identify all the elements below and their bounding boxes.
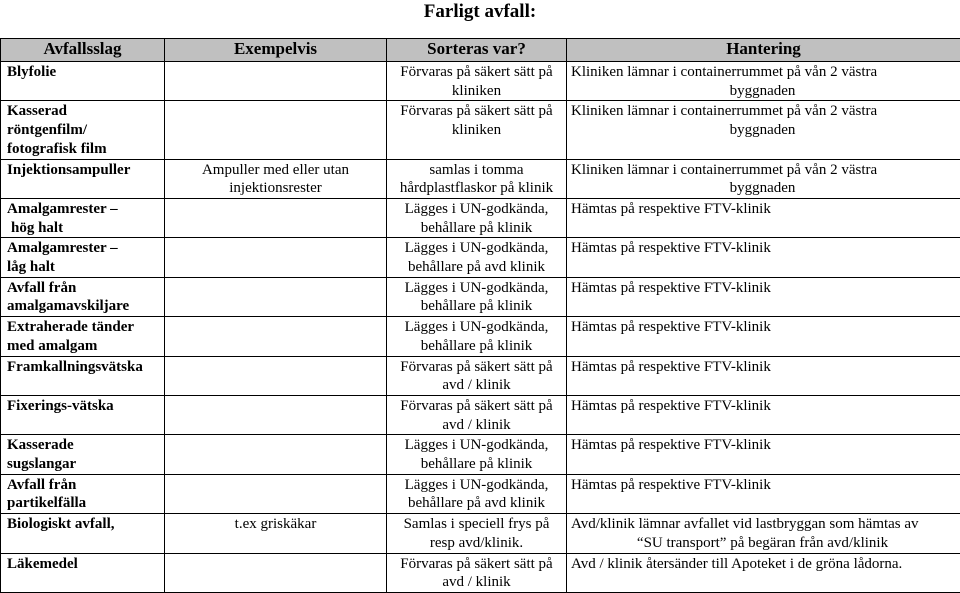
sorting-cell-line: Förvaras på säkert sätt på <box>393 358 560 377</box>
waste-type-cell <box>1 238 165 277</box>
table-body <box>1 62 960 593</box>
table-row <box>1 435 960 474</box>
examples-cell <box>165 317 387 356</box>
handling-cell-line: Hämtas på respektive FTV-klinik <box>571 279 954 298</box>
waste-type-cell <box>1 198 165 237</box>
waste-type-cell-line: hög halt <box>7 219 158 238</box>
sorting-cell-line: behållare på avd klinik <box>393 494 560 513</box>
handling-cell-line: Hämtas på respektive FTV-klinik <box>571 436 954 455</box>
table-row <box>1 514 960 553</box>
sorting-cell-line: Samlas i speciell frys på <box>393 515 560 534</box>
sorting-cell <box>387 474 567 513</box>
waste-type-cell <box>1 62 165 101</box>
waste-type-cell-line: fotografisk film <box>7 140 158 159</box>
examples-cell-line: t.ex griskäkar <box>171 515 380 534</box>
waste-type-cell-line: sugslangar <box>7 455 158 474</box>
sorting-cell-line: Förvaras på säkert sätt på <box>393 63 560 82</box>
sorting-cell-line: kliniken <box>393 82 560 101</box>
sorting-cell-line: avd / klinik <box>393 573 560 592</box>
waste-type-cell-line: Avfall från <box>7 476 158 495</box>
examples-cell <box>165 159 387 198</box>
sorting-cell <box>387 101 567 159</box>
sorting-cell-line: behållare på avd klinik <box>393 258 560 277</box>
handling-cell <box>567 198 960 237</box>
sorting-cell-line: Förvaras på säkert sätt på <box>393 555 560 574</box>
waste-type-cell-line: Amalgamrester – <box>7 239 158 258</box>
waste-type-cell <box>1 159 165 198</box>
sorting-cell-line: samlas i tomma <box>393 161 560 180</box>
waste-type-cell-line: partikelfälla <box>7 494 158 513</box>
waste-type-cell-line: Kasserade <box>7 436 158 455</box>
handling-cell <box>567 553 960 592</box>
sorting-cell-line: Förvaras på säkert sätt på <box>393 102 560 121</box>
header-sorting: Sorteras var? <box>387 39 567 62</box>
table-row <box>1 101 960 159</box>
handling-cell <box>567 474 960 513</box>
examples-cell <box>165 514 387 553</box>
handling-cell <box>567 395 960 434</box>
waste-type-cell-line: Framkallningsvätska <box>7 358 158 377</box>
sorting-cell-line: Lägges i UN-godkända, <box>393 318 560 337</box>
sorting-cell <box>387 277 567 316</box>
table-row <box>1 317 960 356</box>
sorting-cell-line: hårdplastflaskor på klinik <box>393 179 560 198</box>
handling-cell-line: Hämtas på respektive FTV-klinik <box>571 476 954 495</box>
sorting-cell-line: avd / klinik <box>393 416 560 435</box>
table-row <box>1 474 960 513</box>
handling-cell-line: Hämtas på respektive FTV-klinik <box>571 239 954 258</box>
handling-cell-line: Hämtas på respektive FTV-klinik <box>571 318 954 337</box>
handling-cell-line: Kliniken lämnar i containerrummet på vån 2 västra <box>571 63 954 82</box>
handling-cell <box>567 238 960 277</box>
header-examples: Exempelvis <box>165 39 387 62</box>
handling-cell-line: Hämtas på respektive FTV-klinik <box>571 358 954 377</box>
sorting-cell-line: behållare på klinik <box>393 219 560 238</box>
waste-type-cell-line: Fixerings-vätska <box>7 397 158 416</box>
handling-cell <box>567 101 960 159</box>
waste-type-cell-line: Biologiskt avfall, <box>7 515 158 534</box>
handling-cell-line: byggnaden <box>571 82 954 101</box>
waste-type-cell <box>1 435 165 474</box>
handling-cell <box>567 317 960 356</box>
waste-type-cell-line: låg halt <box>7 258 158 277</box>
waste-type-cell-line: Injektionsampuller <box>7 161 158 180</box>
sorting-cell-line: behållare på klinik <box>393 337 560 356</box>
waste-type-cell <box>1 514 165 553</box>
sorting-cell-line: behållare på klinik <box>393 455 560 474</box>
examples-cell <box>165 198 387 237</box>
sorting-cell-line: Lägges i UN-godkända, <box>393 476 560 495</box>
waste-type-cell <box>1 553 165 592</box>
sorting-cell <box>387 317 567 356</box>
waste-type-cell-line: Avfall från <box>7 279 158 298</box>
handling-cell-line: Avd / klinik återsänder till Apoteket i de gröna lådorna. <box>571 555 954 574</box>
examples-cell <box>165 277 387 316</box>
sorting-cell-line: kliniken <box>393 121 560 140</box>
header-type: Avfallsslag <box>1 39 165 62</box>
header-handling: Hantering <box>567 39 960 62</box>
waste-type-cell <box>1 277 165 316</box>
table-row <box>1 553 960 592</box>
examples-cell <box>165 474 387 513</box>
examples-cell <box>165 435 387 474</box>
sorting-cell <box>387 356 567 395</box>
examples-cell <box>165 62 387 101</box>
examples-cell-line: injektionsrester <box>171 179 380 198</box>
waste-type-cell-line: amalgamavskiljare <box>7 297 158 316</box>
waste-type-cell-line: Läkemedel <box>7 555 158 574</box>
sorting-cell <box>387 553 567 592</box>
sorting-cell <box>387 435 567 474</box>
examples-cell <box>165 101 387 159</box>
sorting-cell-line: Lägges i UN-godkända, <box>393 279 560 298</box>
waste-type-cell <box>1 395 165 434</box>
handling-cell <box>567 277 960 316</box>
examples-cell <box>165 356 387 395</box>
table-row <box>1 277 960 316</box>
waste-type-cell-line: Kasserad <box>7 102 158 121</box>
sorting-cell <box>387 395 567 434</box>
waste-type-cell <box>1 356 165 395</box>
handling-cell <box>567 435 960 474</box>
page-title: Farligt avfall: <box>0 0 960 28</box>
header-row <box>1 39 960 62</box>
table-row <box>1 395 960 434</box>
table-row <box>1 238 960 277</box>
handling-cell-line: Kliniken lämnar i containerrummet på vån 2 västra <box>571 102 954 121</box>
waste-type-cell <box>1 317 165 356</box>
table-row <box>1 198 960 237</box>
sorting-cell <box>387 238 567 277</box>
handling-cell-line: Hämtas på respektive FTV-klinik <box>571 397 954 416</box>
waste-type-cell-line: med amalgam <box>7 337 158 356</box>
waste-type-cell <box>1 474 165 513</box>
waste-type-cell-line: Extraherade tänder <box>7 318 158 337</box>
handling-cell <box>567 62 960 101</box>
waste-type-cell-line: Blyfolie <box>7 63 158 82</box>
handling-cell-line: byggnaden <box>571 179 954 198</box>
handling-cell <box>567 159 960 198</box>
waste-type-cell-line: Amalgamrester – <box>7 200 158 219</box>
examples-cell-line: Ampuller med eller utan <box>171 161 380 180</box>
waste-type-cell-line: röntgenfilm/ <box>7 121 158 140</box>
sorting-cell-line: avd / klinik <box>393 376 560 395</box>
handling-cell <box>567 356 960 395</box>
sorting-cell <box>387 159 567 198</box>
handling-cell-line: Kliniken lämnar i containerrummet på vån 2 västra <box>571 161 954 180</box>
examples-cell <box>165 238 387 277</box>
handling-cell-line: Hämtas på respektive FTV-klinik <box>571 200 954 219</box>
sorting-cell-line: behållare på klinik <box>393 297 560 316</box>
waste-table <box>0 38 960 593</box>
sorting-cell-line: Förvaras på säkert sätt på <box>393 397 560 416</box>
handling-cell-line: byggnaden <box>571 121 954 140</box>
examples-cell <box>165 553 387 592</box>
table-row <box>1 62 960 101</box>
table-row <box>1 356 960 395</box>
table-row <box>1 159 960 198</box>
handling-cell-line: “SU transport” på begäran från avd/klinik <box>571 534 954 553</box>
sorting-cell <box>387 514 567 553</box>
handling-cell <box>567 514 960 553</box>
sorting-cell-line: resp avd/klinik. <box>393 534 560 553</box>
waste-type-cell <box>1 101 165 159</box>
sorting-cell-line: Lägges i UN-godkända, <box>393 436 560 455</box>
examples-cell <box>165 395 387 434</box>
sorting-cell-line: Lägges i UN-godkända, <box>393 200 560 219</box>
handling-cell-line: Avd/klinik lämnar avfallet vid lastbryggan som hämtas av <box>571 515 954 534</box>
sorting-cell <box>387 198 567 237</box>
sorting-cell-line: Lägges i UN-godkända, <box>393 239 560 258</box>
sorting-cell <box>387 62 567 101</box>
